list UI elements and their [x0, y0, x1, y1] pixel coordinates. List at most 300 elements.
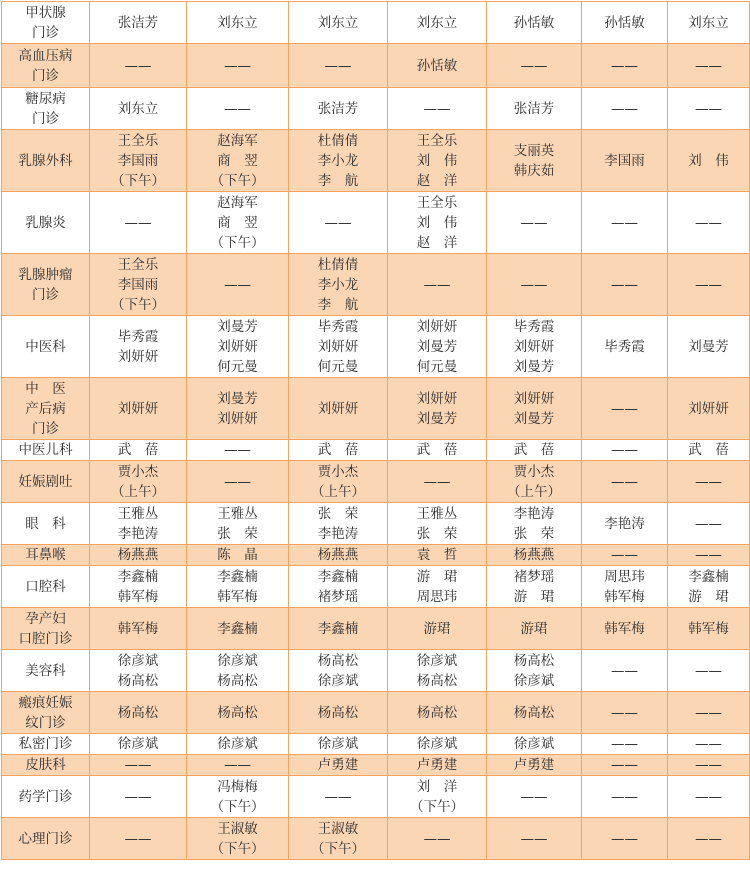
- department-cell: [2, 440, 90, 461]
- doctor-name: ——: [324, 57, 352, 74]
- department-label: 门诊: [32, 286, 59, 303]
- schedule-cell: [90, 503, 187, 545]
- department-label: 美容科: [25, 662, 66, 679]
- department-label: 中 医: [25, 380, 66, 397]
- schedule-cell: [289, 440, 388, 461]
- doctor-name: ——: [124, 830, 152, 847]
- doctor-name: 刘 伟: [416, 152, 458, 169]
- department-label: 皮肤科: [25, 757, 66, 773]
- doctor-name: 李艳涛: [117, 525, 159, 542]
- schedule-cell: [668, 692, 750, 734]
- doctor-name: 杜倩倩: [317, 132, 359, 149]
- schedule-cell: [187, 608, 289, 650]
- doctor-name: ——: [695, 662, 722, 679]
- schedule-cell: [388, 44, 487, 88]
- doctor-name: 李鑫楠: [217, 620, 258, 637]
- department-cell: [2, 503, 90, 545]
- schedule-cell: [388, 545, 487, 566]
- doctor-name: 徐彦斌: [217, 736, 258, 752]
- doctor-name: ——: [124, 57, 152, 74]
- doctor-name: 张 荣: [217, 525, 258, 542]
- table-row: [2, 566, 750, 608]
- doctor-name: ——: [520, 214, 548, 231]
- doctor-name: 韩军梅: [117, 620, 159, 637]
- table-row: [2, 545, 750, 566]
- schedule-cell: [582, 545, 668, 566]
- schedule-cell: [289, 130, 388, 192]
- doctor-name: 周思玮: [604, 568, 645, 585]
- doctor-name: 徐彦斌: [317, 736, 359, 752]
- department-cell: [2, 2, 90, 44]
- schedule-cell: [582, 650, 668, 692]
- department-label: 乳腺炎: [25, 214, 66, 231]
- department-label: 瘢痕妊娠: [18, 694, 73, 711]
- doctor-name: （下午）: [210, 234, 265, 251]
- department-cell: [2, 755, 90, 776]
- department-label: 高血压病: [18, 47, 73, 64]
- department-label: 门诊: [32, 67, 59, 84]
- doctor-name: ——: [611, 662, 638, 679]
- doctor-name: 褚梦瑶: [317, 588, 359, 605]
- schedule-cell: [487, 378, 582, 440]
- doctor-name: 徐彦斌: [317, 672, 359, 689]
- doctor-name: 杨高松: [117, 672, 159, 689]
- schedule-cell: [90, 650, 187, 692]
- doctor-name: 李国雨: [117, 152, 159, 169]
- schedule-cell: [90, 755, 187, 776]
- doctor-name: 刘妍妍: [317, 400, 359, 417]
- doctor-name: 王淑敏: [317, 820, 359, 837]
- department-label: 糖尿病: [25, 90, 66, 107]
- schedule-cell: [289, 378, 388, 440]
- doctor-name: 支丽英: [513, 142, 555, 159]
- schedule-cell: [668, 316, 750, 378]
- schedule-cell: [388, 440, 487, 461]
- doctor-name: （下午）: [410, 798, 464, 815]
- schedule-cell: [90, 608, 187, 650]
- doctor-name: ——: [224, 473, 251, 490]
- table-row: [2, 503, 750, 545]
- doctor-name: （下午）: [111, 296, 165, 313]
- schedule-cell: [289, 44, 388, 88]
- schedule-cell: [668, 566, 750, 608]
- schedule-cell: [187, 44, 289, 88]
- schedule-cell: [668, 776, 750, 818]
- doctor-name: 赵海军: [217, 132, 258, 149]
- schedule-cell: [582, 461, 668, 503]
- doctor-name: 刘曼芳: [513, 410, 555, 427]
- schedule-cell: [289, 566, 388, 608]
- doctor-name: 孙恬敏: [513, 14, 555, 31]
- doctor-name: ——: [695, 704, 722, 721]
- schedule-cell: [388, 88, 487, 130]
- doctor-name: ——: [124, 757, 152, 773]
- schedule-cell: [388, 608, 487, 650]
- schedule-cell: [289, 88, 388, 130]
- department-cell: [2, 254, 90, 316]
- doctor-name: 袁 哲: [416, 547, 458, 563]
- doctor-name: 褚梦瑶: [513, 568, 555, 585]
- schedule-cell: [668, 130, 750, 192]
- table-row: [2, 461, 750, 503]
- doctor-name: 杨燕燕: [513, 547, 555, 563]
- doctor-name: 王雅丛: [217, 505, 258, 522]
- doctor-name: 杨高松: [513, 704, 555, 721]
- schedule-cell: [388, 461, 487, 503]
- department-label: 口腔科: [25, 578, 66, 595]
- schedule-cell: [289, 818, 388, 860]
- department-label: 乳腺肿瘤: [18, 266, 73, 283]
- schedule-cell: [187, 566, 289, 608]
- schedule-cell: [582, 503, 668, 545]
- schedule-cell: [582, 378, 668, 440]
- schedule-cell: [388, 818, 487, 860]
- doctor-name: 杨高松: [117, 704, 159, 721]
- schedule-cell: [487, 566, 582, 608]
- doctor-name: 毕秀霞: [117, 328, 159, 345]
- schedule-cell: [187, 734, 289, 755]
- schedule-cell: [187, 650, 289, 692]
- doctor-name: 贾小杰: [513, 463, 555, 480]
- department-label: 产后病: [25, 400, 66, 417]
- department-label: 甲状腺: [25, 4, 66, 21]
- schedule-cell: [289, 503, 388, 545]
- doctor-name: 刘曼芳: [217, 318, 258, 335]
- schedule-cell: [187, 254, 289, 316]
- doctor-name: 刘东立: [117, 100, 159, 117]
- doctor-name: ——: [695, 830, 722, 847]
- doctor-name: 刘曼芳: [688, 338, 729, 355]
- doctor-name: 杨燕燕: [117, 547, 159, 563]
- doctor-name: 武 蓓: [688, 442, 729, 458]
- schedule-cell: [582, 192, 668, 254]
- schedule-cell: [90, 254, 187, 316]
- doctor-name: ——: [611, 736, 638, 752]
- doctor-name: 韩庆茹: [513, 162, 555, 179]
- schedule-cell: [388, 254, 487, 316]
- doctor-name: 李艳涛: [604, 515, 645, 532]
- schedule-cell: [289, 650, 388, 692]
- schedule-cell: [668, 545, 750, 566]
- doctor-name: 游珺: [520, 620, 548, 637]
- schedule-cell: [487, 608, 582, 650]
- doctor-name: 李鑫楠: [217, 568, 258, 585]
- schedule-cell: [487, 818, 582, 860]
- doctor-name: ——: [695, 473, 722, 490]
- doctor-name: 韩军梅: [688, 620, 729, 637]
- schedule-cell: [582, 755, 668, 776]
- doctor-name: 孙恬敏: [604, 14, 645, 31]
- schedule-cell: [487, 650, 582, 692]
- department-label: 纹门诊: [25, 714, 66, 731]
- schedule-cell: [388, 192, 487, 254]
- doctor-name: ——: [611, 276, 638, 293]
- schedule-cell: [487, 192, 582, 254]
- doctor-name: ——: [695, 515, 722, 532]
- doctor-name: 刘 伟: [416, 214, 458, 231]
- schedule-cell: [289, 192, 388, 254]
- doctor-name: 贾小杰: [117, 463, 159, 480]
- doctor-name: 赵 洋: [416, 234, 458, 251]
- doctor-name: 李艳涛: [317, 525, 359, 542]
- doctor-name: 刘妍妍: [117, 400, 159, 417]
- department-label: 孕产妇: [25, 610, 66, 627]
- doctor-name: 毕秀霞: [317, 318, 359, 335]
- schedule-cell: [582, 88, 668, 130]
- table-row: [2, 316, 750, 378]
- doctor-name: ——: [224, 757, 251, 773]
- doctor-name: 武 蓓: [513, 442, 555, 458]
- doctor-name: 刘曼芳: [513, 358, 555, 375]
- schedule-cell: [90, 545, 187, 566]
- doctor-name: 武 蓓: [416, 442, 458, 458]
- doctor-name: 张洁芳: [117, 14, 159, 31]
- doctor-name: 赵 洋: [416, 172, 458, 189]
- department-label: 门诊: [32, 24, 59, 41]
- schedule-cell: [668, 503, 750, 545]
- department-cell: [2, 692, 90, 734]
- schedule-cell: [487, 44, 582, 88]
- schedule-cell: [90, 692, 187, 734]
- schedule-cell: [487, 734, 582, 755]
- schedule-cell: [388, 755, 487, 776]
- doctor-name: ——: [611, 757, 638, 773]
- doctor-name: 王全乐: [416, 132, 458, 149]
- table-row: [2, 192, 750, 254]
- doctor-name: 张 荣: [416, 525, 458, 542]
- schedule-cell: [487, 130, 582, 192]
- doctor-name: 杨高松: [217, 672, 258, 689]
- doctor-name: 徐彦斌: [416, 652, 458, 669]
- schedule-cell: [90, 130, 187, 192]
- schedule-cell: [487, 755, 582, 776]
- schedule-cell: [388, 734, 487, 755]
- doctor-name: ——: [695, 547, 722, 563]
- schedule-cell: [388, 2, 487, 44]
- schedule-cell: [582, 2, 668, 44]
- doctor-name: 赵海军: [217, 194, 258, 211]
- doctor-name: 王雅丛: [117, 505, 159, 522]
- doctor-name: ——: [611, 704, 638, 721]
- schedule-cell: [289, 254, 388, 316]
- department-label: 心理门诊: [18, 830, 73, 847]
- doctor-name: ——: [695, 214, 722, 231]
- schedule-cell: [582, 316, 668, 378]
- doctor-name: 李国雨: [117, 276, 159, 293]
- doctor-name: ——: [695, 788, 722, 805]
- schedule-cell: [668, 378, 750, 440]
- schedule-cell: [90, 44, 187, 88]
- schedule-cell: [187, 440, 289, 461]
- doctor-name: 李小龙: [317, 152, 359, 169]
- doctor-name: ——: [423, 276, 451, 293]
- doctor-name: 孙恬敏: [416, 57, 458, 74]
- doctor-name: （下午）: [210, 840, 265, 857]
- schedule-cell: [487, 88, 582, 130]
- doctor-name: 王淑敏: [217, 820, 258, 837]
- table-row: [2, 755, 750, 776]
- doctor-name: 刘妍妍: [416, 390, 458, 407]
- doctor-name: 李 航: [317, 172, 359, 189]
- doctor-name: ——: [224, 276, 251, 293]
- schedule-cell: [187, 192, 289, 254]
- doctor-name: ——: [324, 214, 352, 231]
- department-cell: [2, 316, 90, 378]
- clinic-schedule-table: [1, 1, 750, 860]
- doctor-name: 张洁芳: [317, 100, 359, 117]
- table-row: [2, 734, 750, 755]
- doctor-name: 杨高松: [513, 652, 555, 669]
- doctor-name: 李国雨: [604, 152, 645, 169]
- doctor-name: ——: [224, 442, 251, 458]
- department-label: 私密门诊: [18, 736, 73, 752]
- schedule-cell: [388, 503, 487, 545]
- doctor-name: 商 翌: [217, 152, 258, 169]
- doctor-name: 王全乐: [117, 132, 159, 149]
- doctor-name: 王雅丛: [416, 505, 458, 522]
- doctor-name: ——: [695, 757, 722, 773]
- doctor-name: （下午）: [210, 172, 265, 189]
- department-label: 中医儿科: [18, 442, 73, 458]
- doctor-name: 卢勇建: [416, 757, 458, 773]
- table-row: [2, 254, 750, 316]
- doctor-name: ——: [520, 830, 548, 847]
- doctor-name: 何元曼: [317, 358, 359, 375]
- doctor-name: 刘 伟: [688, 152, 729, 169]
- schedule-cell: [668, 461, 750, 503]
- doctor-name: 游 珺: [416, 568, 458, 585]
- schedule-cell: [582, 440, 668, 461]
- doctor-name: 徐彦斌: [513, 672, 555, 689]
- schedule-cell: [668, 755, 750, 776]
- schedule-cell: [668, 734, 750, 755]
- doctor-name: 刘妍妍: [317, 338, 359, 355]
- doctor-name: 刘 洋: [416, 778, 458, 795]
- schedule-cell: [487, 2, 582, 44]
- schedule-cell: [487, 254, 582, 316]
- department-cell: [2, 566, 90, 608]
- doctor-name: 卢勇建: [317, 757, 359, 773]
- doctor-name: （下午）: [111, 172, 165, 189]
- doctor-name: ——: [695, 57, 722, 74]
- department-label: 耳鼻喉: [25, 547, 66, 563]
- doctor-name: ——: [611, 400, 638, 417]
- doctor-name: 李鑫楠: [317, 620, 359, 637]
- schedule-cell: [487, 545, 582, 566]
- doctor-name: ——: [324, 788, 352, 805]
- schedule-cell: [582, 566, 668, 608]
- schedule-cell: [187, 503, 289, 545]
- schedule-cell: [289, 2, 388, 44]
- doctor-name: ——: [611, 788, 638, 805]
- table-row: [2, 378, 750, 440]
- doctor-name: 刘东立: [317, 14, 359, 31]
- doctor-name: ——: [695, 276, 722, 293]
- schedule-cell: [90, 378, 187, 440]
- doctor-name: ——: [224, 100, 251, 117]
- doctor-name: ——: [124, 788, 152, 805]
- schedule-cell: [187, 130, 289, 192]
- doctor-name: 徐彦斌: [513, 736, 555, 752]
- doctor-name: 陈 晶: [217, 547, 258, 563]
- schedule-cell: [289, 461, 388, 503]
- department-label: 口腔门诊: [18, 630, 73, 647]
- schedule-cell: [90, 440, 187, 461]
- department-cell: [2, 650, 90, 692]
- schedule-cell: [668, 440, 750, 461]
- department-label: 门诊: [32, 110, 59, 127]
- doctor-name: 韩军梅: [604, 588, 645, 605]
- doctor-name: ——: [611, 214, 638, 231]
- doctor-name: 商 翌: [217, 214, 258, 231]
- schedule-cell: [90, 818, 187, 860]
- schedule-cell: [582, 776, 668, 818]
- department-cell: [2, 734, 90, 755]
- schedule-cell: [582, 44, 668, 88]
- schedule-cell: [187, 755, 289, 776]
- schedule-cell: [289, 608, 388, 650]
- table-row: [2, 650, 750, 692]
- department-label: 中医科: [25, 338, 66, 355]
- schedule-cell: [668, 2, 750, 44]
- doctor-name: ——: [423, 473, 451, 490]
- schedule-cell: [289, 734, 388, 755]
- doctor-name: 徐彦斌: [117, 652, 159, 669]
- doctor-name: 王全乐: [117, 256, 159, 273]
- doctor-name: 张洁芳: [513, 100, 555, 117]
- doctor-name: 李鑫楠: [317, 568, 359, 585]
- schedule-cell: [388, 650, 487, 692]
- schedule-cell: [90, 734, 187, 755]
- schedule-cell: [187, 818, 289, 860]
- schedule-cell: [487, 776, 582, 818]
- doctor-name: （下午）: [311, 840, 365, 857]
- schedule-cell: [187, 776, 289, 818]
- doctor-name: 杨高松: [217, 704, 258, 721]
- department-cell: [2, 545, 90, 566]
- department-cell: [2, 461, 90, 503]
- schedule-cell: [487, 461, 582, 503]
- schedule-cell: [388, 776, 487, 818]
- schedule-cell: [668, 650, 750, 692]
- department-label: 妊娠剧吐: [18, 473, 73, 490]
- doctor-name: ——: [611, 830, 638, 847]
- department-cell: [2, 378, 90, 440]
- schedule-cell: [187, 461, 289, 503]
- doctor-name: ——: [423, 830, 451, 847]
- department-cell: [2, 192, 90, 254]
- schedule-cell: [289, 776, 388, 818]
- schedule-cell: [487, 316, 582, 378]
- doctor-name: ——: [695, 100, 722, 117]
- schedule-cell: [187, 692, 289, 734]
- doctor-name: 游珺: [423, 620, 451, 637]
- table-row: [2, 776, 750, 818]
- schedule-cell: [187, 2, 289, 44]
- schedule-cell: [388, 130, 487, 192]
- doctor-name: 李 航: [317, 296, 359, 313]
- doctor-name: ——: [611, 442, 638, 458]
- doctor-name: 杨高松: [416, 672, 458, 689]
- doctor-name: ——: [520, 276, 548, 293]
- schedule-cell: [487, 440, 582, 461]
- doctor-name: ——: [611, 57, 638, 74]
- table-row: [2, 608, 750, 650]
- table-row: [2, 692, 750, 734]
- doctor-name: 李鑫楠: [688, 568, 729, 585]
- doctor-name: 刘曼芳: [217, 390, 258, 407]
- doctor-name: 武 蓓: [117, 442, 159, 458]
